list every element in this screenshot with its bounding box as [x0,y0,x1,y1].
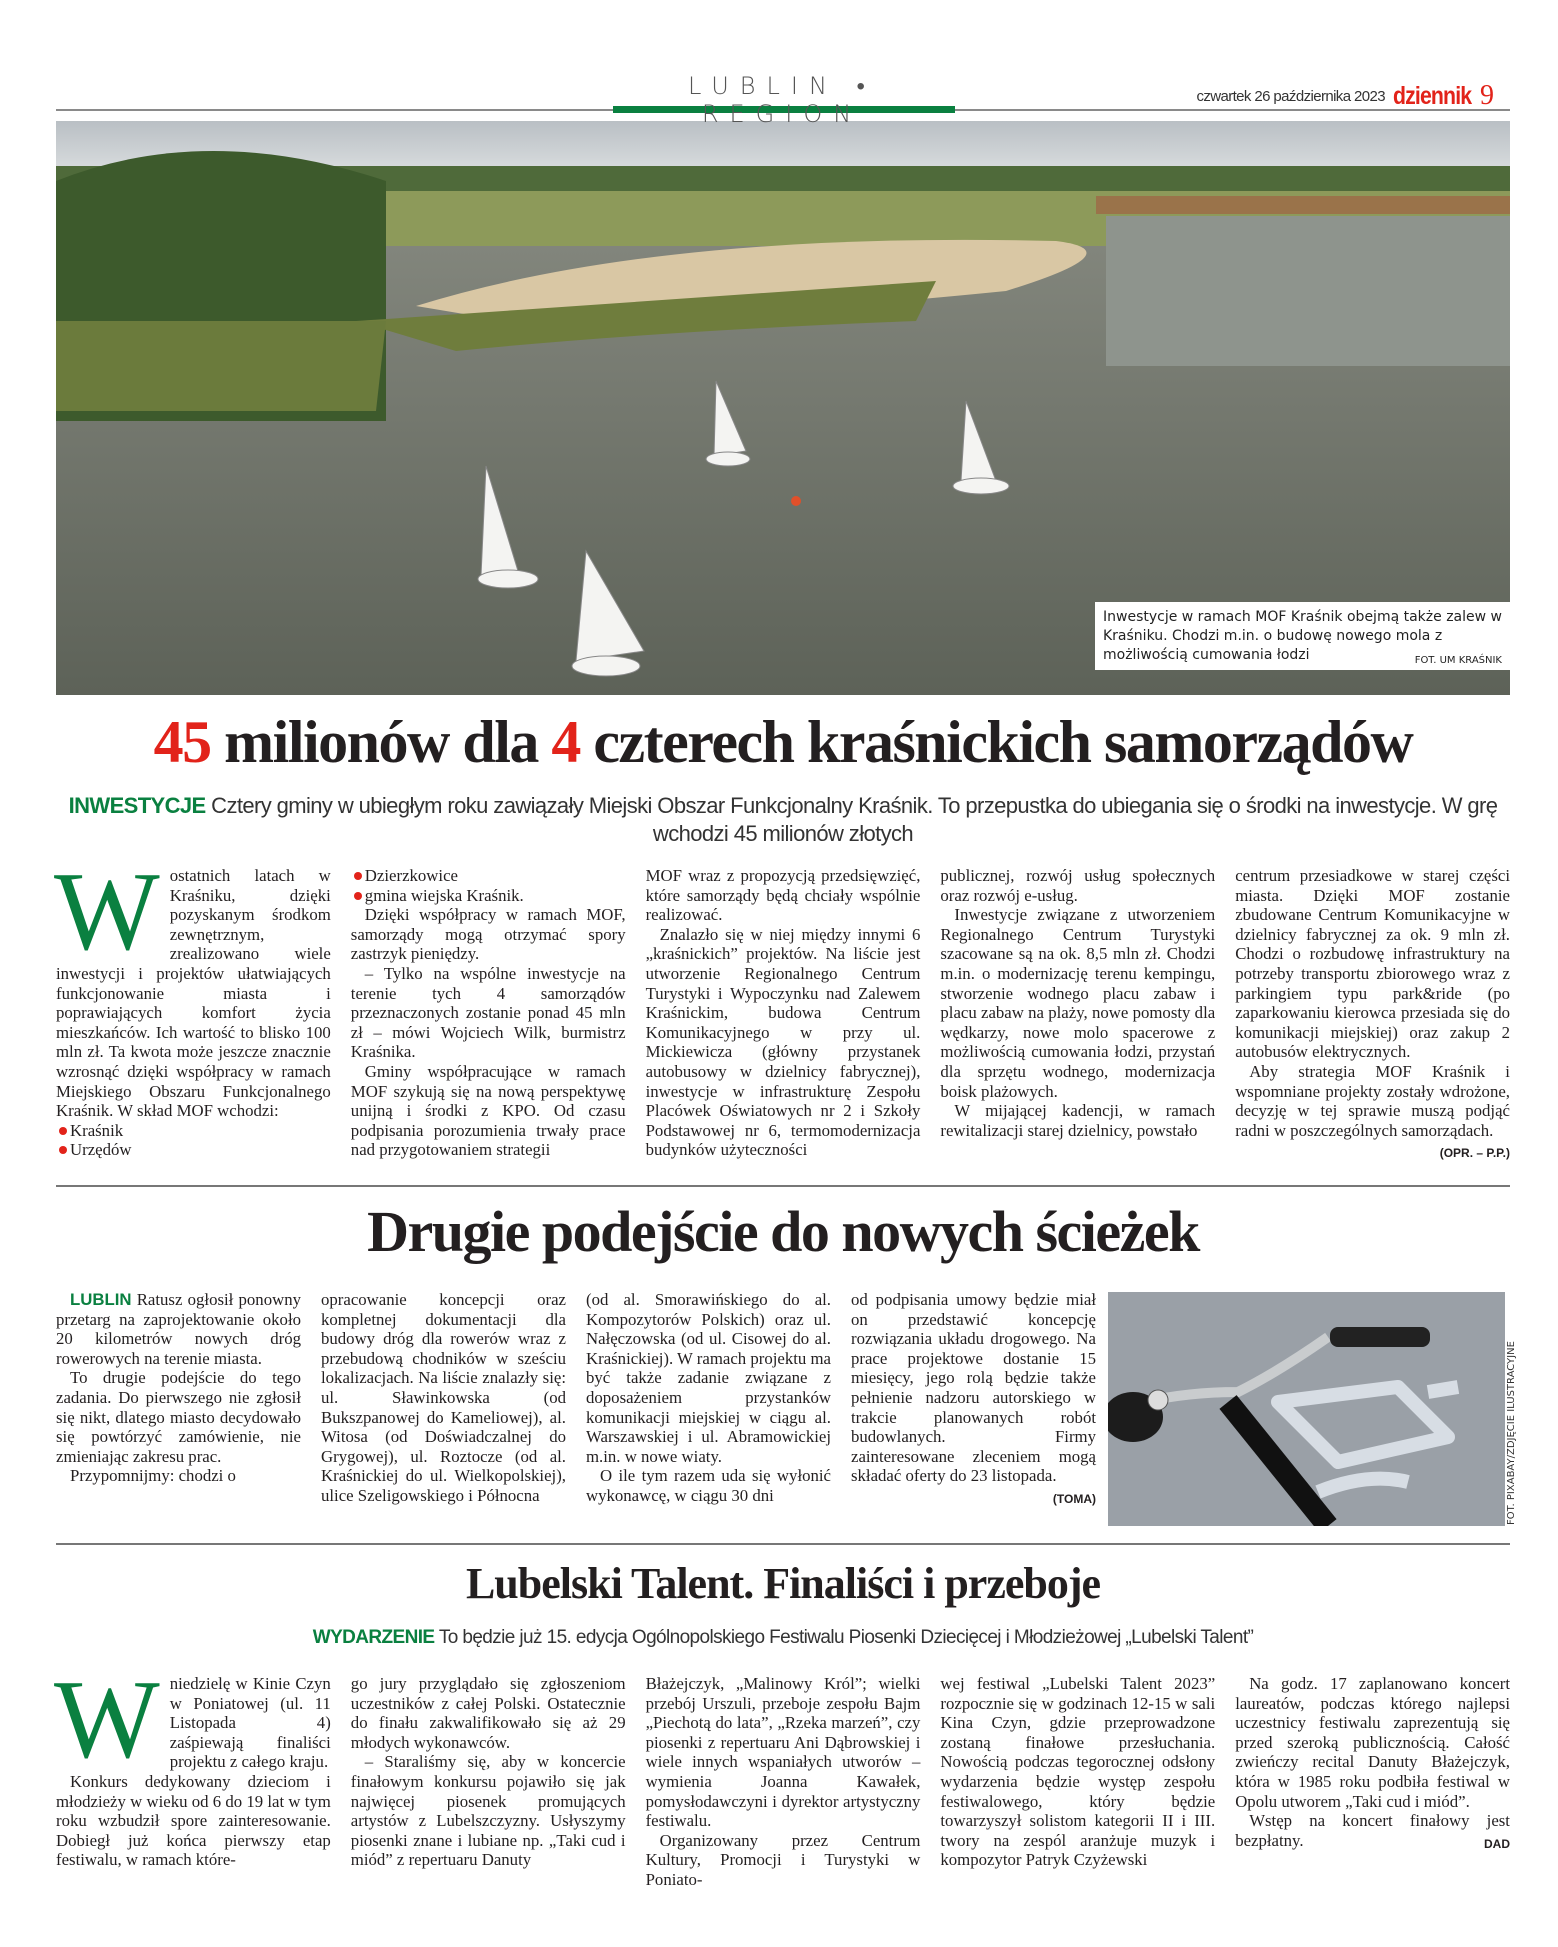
paragraph [351,1752,626,1870]
paragraph-text: gmina wiejska Kraśnik. [364,885,524,905]
author-signature: (OPR. – P.P.) [1439,1146,1510,1161]
paragraph-text: Urzędów [70,1140,132,1160]
bike-lane-image [1108,1292,1505,1526]
article3-deck [56,1624,1510,1652]
photo-credit: FOT. UM KRAŚNIK [1414,655,1502,666]
paragraph [321,1290,566,1506]
paragraph [646,1674,921,1831]
author-signature: (TOMA) [1052,1491,1096,1506]
headline-text: czterech kraśnickich samorządów [579,709,1413,775]
paragraph-text: go jury przyglądało się zgłoszeniom uczestników z całej Polski. Ostatecznie do finału zakwalifikowało się aż 29 młodych wykonawców. [350,1674,626,1752]
drop-cap: W [54,850,160,974]
paragraph [1235,866,1510,1062]
paragraph-text: wej festiwal „Lubelski Talent 2023” rozpocznie się w godzinach 12-15 w sali Kina Czyn, gdzie przeprowadzone zostaną finałowe przesłuchania. Nowością podczas tegorocznej odsłony wydarzenia będzie występ zespołu festiwalowego, który będzie towarzyszył solistom kategorii II i III. twory na zespól aranżuje muzyk i kompozytor Patryk Czyżewski [940,1674,1216,1870]
paragraph-text: centrum przesiadkowe w starej części miasta. Dzięki MOF zostanie zbudowane Centrum Komunikacyjne w dzielnicy fabrycznej za ok. 9 mln zł. Chodzi o rozbudowę infrastruktury na potrzeby transportu zbiorowego wraz z parkingiem typu park&ride (po zaparkowaniu kierowca przesiada się do komunikacji miejskiej) oraz zakup 2 autobusów elektrycznych. [1235,866,1510,1062]
drop-cap: W [54,1658,160,1782]
paragraph [54,1658,331,1782]
headline-text: milionów dla [210,709,552,775]
paragraph [351,964,626,1062]
paragraph-text: Organizowany przez Centrum Kultury, Promocji i Turystyki w Poniato- [645,1830,921,1889]
article-column [351,1674,626,1890]
paragraph-text: – Staraliśmy się, aby w koncercie finałowym konkursu pojawiło się jak najwięcej piosenek promujących artystów z Lubelszczyzny. Usłyszymy piosenki znane i lubiane np. „Taki cud i miód” z repertuaru Danuty [350,1752,626,1870]
paragraph-text: Kraśnik [70,1120,124,1140]
photo-caption [1095,602,1510,670]
list-item [351,866,626,886]
paragraph [56,1368,301,1466]
article-column [646,1674,921,1890]
paragraph [646,1831,921,1890]
paragraph-text: Błażejczyk, „Malinowy Król”; wielki przebój Urszuli, przeboje zespołu Bajm „Piechotą do lata”, „Rzeka marzeń”, czy piosenki z repertuaru Ani Dąbrowskiej i wiele innych wspaniałych utworów – wymienia Joanna Kawałek, pomysłodawczyni i dyrektor artystyczny festiwalu. [645,1674,921,1831]
paragraph-text: od podpisania umowy będzie miał on przedstawić koncepcję rozwiązania układu drogowego. Na prace projektowe dostanie 15 miesięcy, jego rolą będzie także pełnienie nadzoru autorskiego w trakcie planowanych robót budowlanych. Firmy zainteresowane zleceniem mogą składać oferty do 23 listopada. [851,1290,1096,1486]
paragraph [351,1062,626,1160]
caption-text: Inwestycje w ramach MOF Kraśnik obejmą także zalew w Kraśniku. Chodzi m.in. o budowę nowego mola z możliwością cumowania łodzi [1103,609,1502,663]
paragraph [56,1466,301,1486]
paragraph-text: Dzięki współpracy w ramach MOF, samorządy mogą otrzymać spory zastrzyk pieniędzy. [350,905,626,964]
paragraph-text: opracowanie koncepcji oraz kompletnej dokumentacji dla budowy dróg dla rowerów wraz z przebudową chodników w sześciu lokalizacjach. Na liście znalazły się: ul. Sławinkowska (od Bukszpanowej do Kameliowej), al. Witosa (od Doświadczalnej do Grygowej), ul. Roztocze (od al. Kraśnickiej do ul. Wielkopolskiej), ulice Szeligowskiego i Północna [321,1290,566,1505]
deck-text: To będzie już 15. edycja Ogólnopolskiego Festiwalu Piosenki Dziecięcej i Młodzieżowej „Lubelski Talent” [434,1627,1254,1648]
paragraph-text: MOF wraz z propozycją przedsięwzięć, które samorządy będą chciały wspólnie realizować. [645,866,921,925]
paragraph-text: O ile tym razem uda się wyłonić wykonawcę, w ciągu 30 dni [586,1466,831,1505]
newspaper-logo: dziennik [1393,82,1472,110]
paragraph [646,925,921,1160]
paragraph [940,905,1215,1101]
paragraph [1235,1061,1510,1161]
paragraph-text: Aby strategia MOF Kraśnik i wspomniane projekty zostały wdrożone, decyzję w tej sprawie muszą podjąć radni w poszczególnych samorządach. [1235,1061,1510,1140]
paragraph-text: Znalazło się w niej między innymi 6 „kraśnickich” projektów. Na liście jest utworzenie Regionalnego Centrum Turystyki i Wypoczynku nad Zalewem Kraśnickim, budowa Centrum Komunikacyjnego w przy ul. Mickiewicza (główny przystanek autobusowy w dzielnicy fabrycznej), inwestycje w infrastrukturę Zespołu Placówek Oświatowych nr 2 i Szkoły Podstawowej nr 6, termomodernizacja budynków użyteczności [645,924,921,1160]
article-column [646,866,921,1164]
paragraph-text: To drugie podejście do tego zadania. Do pierwszego nie zgłosił się nikt, dlatego miasto decydowało się powtórzyć zamówienie, nie zmieniając zakresu prac. [56,1368,301,1466]
paragraph [1235,1674,1510,1811]
list-item [56,1121,331,1141]
article3-headline: Lubelski Talent. Finaliści i przeboje [465,1559,1101,1608]
divider [56,1185,1510,1187]
paragraph-text: – Tylko na wspólne inwestycje na terenie tych 4 samorządów przeznaczonych zostanie ponad 45 mln zł – mówi Wojciech Wilk, burmistrz Kraśnika. [350,963,626,1062]
paragraph-text: Ratusz ogłosił ponowny przetarg na zaprojektowanie około 20 kilometrów nowych dróg rowerowych na terenie miasta. [56,1290,301,1368]
paragraph-text: Wstęp na koncert finałowy jest bezpłatny. [1235,1811,1510,1850]
article1-headline [56,708,1510,777]
paragraph-text: Konkurs dedykowany dzieciom i młodzieży w wieku od 6 do 19 lat w tym roku wzbudził spore zainteresowanie. Dobiegł już końca pierwszy etap festiwalu, w ramach które- [56,1771,331,1870]
paragraph-text: niedzielę w Kinie Czyn w Poniatowej (ul. 11 Listopada 4) zaśpiewają finaliści projektu z całego kraju. [169,1674,331,1772]
deck-text: Cztery gminy w ubiegłym roku zawiązały Miejski Obszar Funkcjonalny Kraśnik. To przepustka do ubiegania się o środki na inwestycje. W grę wchodzi 45 milionów złotych [205,793,1498,846]
bicycle-photo [1108,1292,1505,1526]
author-signature: DAD [1483,1836,1510,1851]
list-item [351,886,626,906]
kicker: WYDARZENIE [312,1627,435,1648]
article1-body [54,850,1510,1164]
paragraph [1235,1811,1510,1850]
paragraph [351,905,626,964]
paragraph-text: ostatnich latach w Kraśniku, dzięki pozyskanym środkom zewnętrznym, zrealizowano wiele inwestycji i projektów ułatwiających funkcjonowanie miasta i poprawiających komfort życia mieszkańców. Ich wartość to blisko 100 mln zł. Ta kwota może jeszcze znacznie wzrosnąć dzięki współpracy w ramach Miejskiego Obszaru Funkcjonalnego Kraśnik. W skład MOF wchodzi: [56,866,331,1121]
divider [56,1543,1510,1545]
article-column [1235,1674,1510,1890]
article3-body [54,1658,1510,1890]
article1-deck [56,792,1510,848]
paragraph-text: (od al. Smorawińskiego do al. Kompozytorów Polskich) oraz ul. Nałęczowska (od ul. Cisowej do al. Kraśnickiej). W ramach projektu ma być także zadanie związane z doposażeniem przystanków komunikacji miejskiej w ciągu al. Warszawskiej i ul. Abramowickiej m.in. w nowe wiaty. [586,1290,831,1466]
paragraph-text: publicznej, rozwój usług społecznych oraz rozwój e-usług. [940,866,1216,905]
headline-number: 45 [153,709,211,775]
paragraph [940,866,1215,905]
paragraph-text: Przypomnijmy: chodzi o [70,1466,236,1486]
paragraph-text: Na godz. 17 zaplanowano koncert laureatów, podczas którego najlepsi uczestnicy festiwalu zaprezentują się przed szeroką publicznością. Całość zwieńczy recital Danuty Błażejczyk, która w 1985 roku podbiła festiwal w Opolu utworem „Taki cud i miód”. [1235,1674,1510,1811]
paragraph [851,1290,1096,1506]
paragraph [56,1772,331,1870]
article-column [54,850,331,1164]
paragraph [54,850,331,1121]
article2-headline: Drugie podejście do nowych ścieżek [367,1199,1199,1264]
paragraph-text: Dzierzkowice [364,866,458,885]
article2-body [56,1290,1096,1510]
article-column [56,1290,301,1510]
paragraph-text: W mijającej kadencji, w ramach rewitalizacji starej dzielnicy, powstało [940,1101,1216,1140]
article-column [940,866,1215,1164]
kicker: INWESTYCJE [68,793,206,818]
page-number: 9 [1480,80,1494,111]
headline-number: 4 [551,709,580,775]
list-item [56,1140,331,1160]
article-column [54,1658,331,1890]
paragraph [586,1290,831,1466]
paragraph [351,1674,626,1752]
paragraph [646,866,921,925]
article-column [851,1290,1096,1510]
article-column [351,866,626,1164]
article-column [1235,866,1510,1164]
paragraph [56,1290,301,1368]
location-label: LUBLIN [70,1290,132,1309]
article-column [586,1290,831,1510]
paragraph [940,1674,1215,1870]
article-column [321,1290,566,1510]
paragraph [940,1101,1215,1140]
section-title: LUBLIN • REGION [688,72,876,128]
paragraph-text: Inwestycje związane z utworzeniem Regionalnego Centrum Turystyki szacowane są na ok. 8,5 mln zł. Chodzi m.in. o modernizację terenu kempingu, stworzenie wodnego placu zabaw i placu zabaw na plaży, nowe pomosty dla wędkarzy, nowe molo spacerowe z możliwością cumowania łodzi, przystań dla sprzętu wodnego, modernizacja boisk plażowych. [940,905,1216,1101]
photo-credit: FOT. PIXABAY/ZDJĘCIE ILUSTRACYJNE [1506,1341,1517,1525]
paragraph-text: Gminy współpracujące w ramach MOF szykują się na nową perspektywę unijną i środki z KPO. Od czasu podpisania porozumienia trwały prace nad przygotowaniem strategii [350,1061,626,1160]
article-column [940,1674,1215,1890]
paragraph [586,1466,831,1505]
issue-date: czwartek 26 października 2023 [1196,88,1385,105]
